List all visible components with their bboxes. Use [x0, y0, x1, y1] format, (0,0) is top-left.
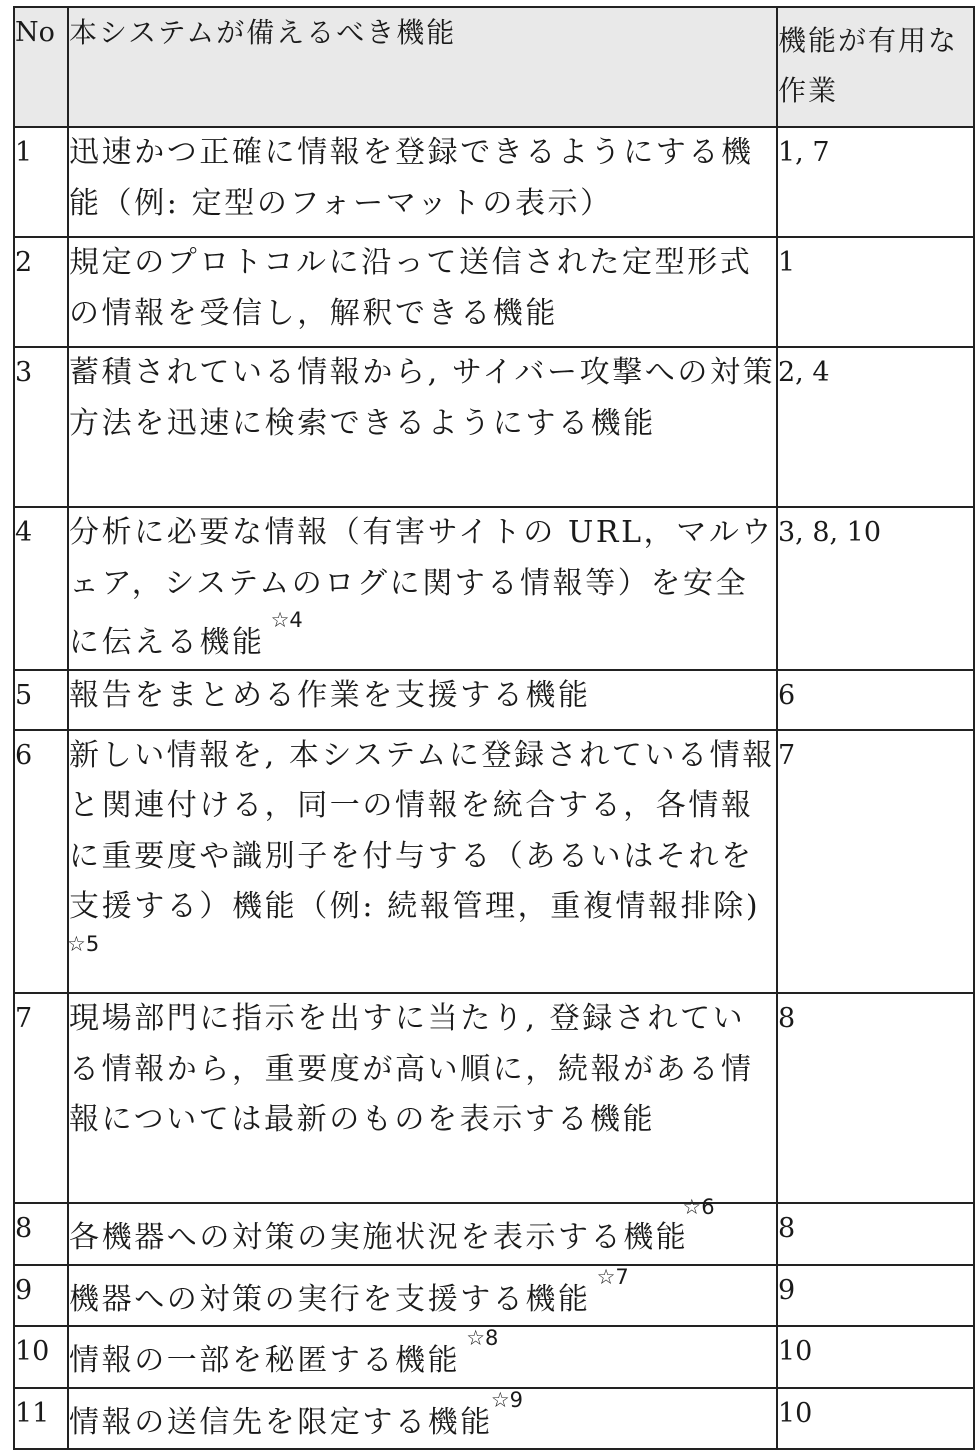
- table-row: [14, 730, 974, 994]
- function-text: 情報の送信先を限定する機能: [69, 1404, 493, 1440]
- table-row: [14, 1265, 974, 1327]
- row-function: [68, 507, 777, 670]
- footnote-marker: ☆8: [466, 1326, 499, 1350]
- row-no: 1: [14, 127, 68, 237]
- row-function: [68, 730, 777, 994]
- row-tasks: 10: [777, 1388, 974, 1450]
- table-row: [14, 993, 974, 1203]
- row-tasks: 6: [777, 670, 974, 730]
- table-row: [14, 1326, 974, 1388]
- row-no: 2: [14, 237, 68, 347]
- row-tasks: 10: [777, 1326, 974, 1388]
- row-no: 6: [14, 730, 68, 994]
- table-header-row: [14, 7, 974, 127]
- row-tasks: 7: [777, 730, 974, 994]
- row-no: 10: [14, 1326, 68, 1388]
- function-text: 報告をまとめる作業を支援する機能: [69, 677, 591, 713]
- function-text: 規定のプロトコルに沿って送信された定型形式の情報を受信し，解釈できる機能: [69, 245, 753, 331]
- header-function: 本システムが備えるべき機能: [68, 7, 777, 127]
- row-no: 4: [14, 507, 68, 670]
- row-function: [68, 1195, 777, 1265]
- row-no: 8: [14, 1203, 68, 1265]
- table-row: [14, 507, 974, 670]
- table-row: [14, 1203, 974, 1265]
- row-function: [68, 237, 777, 347]
- row-no: 9: [14, 1265, 68, 1327]
- table-row: [14, 237, 974, 347]
- footnote-marker: ☆6: [682, 1195, 715, 1219]
- row-function: [68, 127, 777, 237]
- row-no: 3: [14, 347, 68, 507]
- row-function: [68, 1388, 777, 1450]
- footnote-marker: ☆4: [270, 608, 303, 632]
- row-function: [68, 1265, 777, 1327]
- row-function: [68, 1326, 777, 1388]
- row-tasks: 8: [777, 1203, 974, 1265]
- function-text: 機器への対策の実行を支援する機能: [69, 1281, 591, 1317]
- function-text: 現場部門に指示を出すに当たり, 登録されている情報から，重要度が高い順に，続報がある情報については最新のものを表示する機能: [69, 1001, 754, 1137]
- function-text: 情報の一部を秘匿する機能: [69, 1343, 461, 1378]
- row-tasks: 9: [777, 1265, 974, 1327]
- function-text: 分析に必要な情報（有害サイトの URL，マルウェア，システムのログに関する情報等）を安全に伝える機能: [69, 515, 775, 660]
- row-tasks: 3, 8, 10: [777, 507, 974, 670]
- row-no: 5: [14, 670, 68, 730]
- function-text: 新しい情報を, 本システムに登録されている情報と関連付ける，同一の情報を統合する，各情報に重要度や識別子を付与する（あるいはそれを支援する）機能（例: 続報管理，重複情報排除): [69, 737, 775, 924]
- table-row: [14, 670, 974, 730]
- header-tasks: 機能が有用な作業: [777, 7, 974, 127]
- footnote-marker: ☆5: [67, 931, 100, 956]
- row-function: [68, 670, 777, 730]
- row-function: [68, 993, 777, 1203]
- function-text: 各機器への対策の実施状況を表示する機能: [69, 1220, 689, 1255]
- footnote-marker: ☆9: [490, 1387, 523, 1412]
- function-text: 蓄積されている情報から, サイバー攻撃への対策方法を迅速に検索できるようにする機能: [69, 355, 776, 441]
- row-function: [68, 347, 777, 507]
- requirements-table: [13, 6, 975, 1450]
- table-row: [14, 1388, 974, 1450]
- function-text: 迅速かつ正確に情報を登録できるようにする機能（例: 定型のフォーマットの表示）: [69, 135, 754, 221]
- footnote-marker: ☆7: [596, 1264, 629, 1289]
- row-tasks: 8: [777, 993, 974, 1203]
- table-row: [14, 347, 974, 507]
- row-no: 7: [14, 993, 68, 1203]
- row-tasks: 1: [777, 237, 974, 347]
- header-no: No: [14, 7, 68, 127]
- table-row: [14, 127, 974, 237]
- row-tasks: 2, 4: [777, 347, 974, 507]
- row-no: 11: [14, 1388, 68, 1450]
- row-tasks: 1, 7: [777, 127, 974, 237]
